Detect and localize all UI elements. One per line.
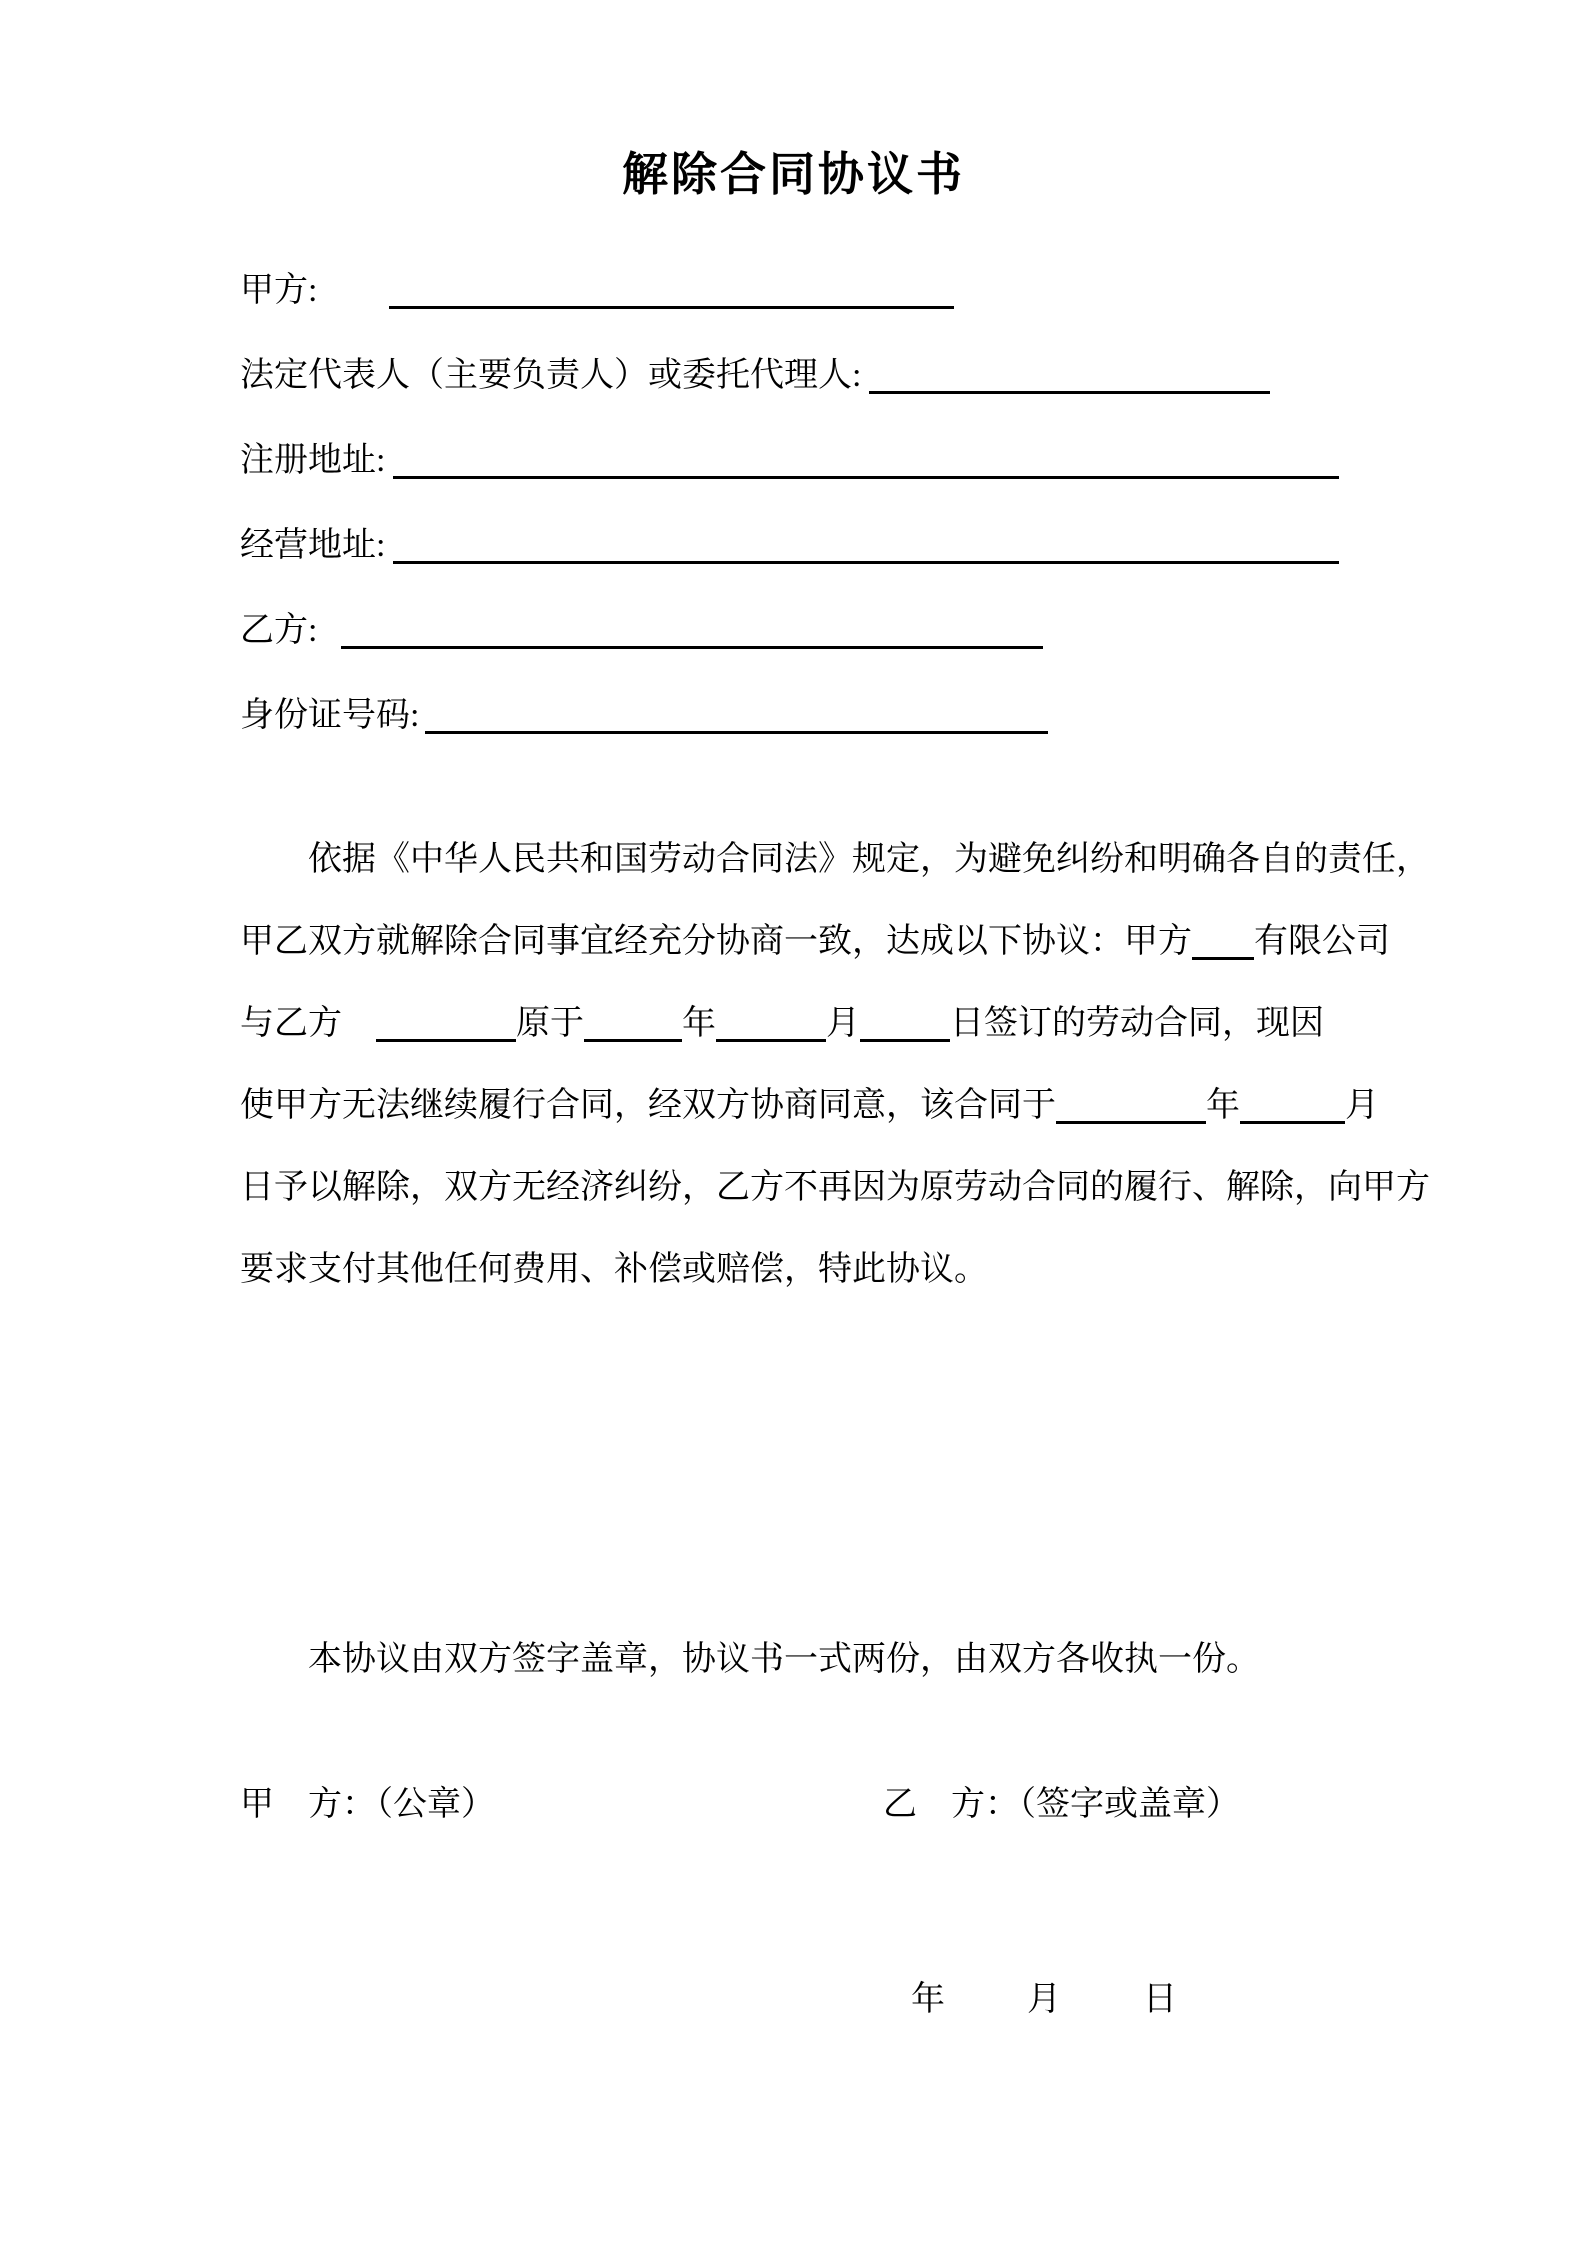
business-address-row	[240, 503, 1347, 588]
paragraph-text: 年	[682, 1005, 716, 1042]
termination-year-blank[interactable]	[1056, 1087, 1206, 1124]
paragraph-text: 原于	[516, 1005, 584, 1042]
paragraph-text: 与乙方	[240, 1005, 376, 1042]
paragraph-line	[240, 901, 1390, 983]
paragraph-line	[240, 819, 1430, 901]
paragraph-text: 甲乙双方就解除合同事宜经充分协商一致，达成以下协议：甲方	[240, 923, 1192, 960]
paragraph-line	[240, 1229, 1347, 1311]
contract-day-blank[interactable]	[860, 1005, 950, 1042]
termination-month-blank[interactable]	[1240, 1087, 1345, 1124]
contract-month-blank[interactable]	[716, 1005, 826, 1042]
date-month-label: 月	[1027, 1981, 1061, 2018]
party-a-label: 甲方:	[240, 272, 318, 309]
id-number-row	[240, 673, 1347, 758]
paragraph-text: 月	[1345, 1087, 1379, 1124]
paragraph-line	[240, 1065, 1379, 1147]
party-b-blank[interactable]	[341, 612, 1043, 649]
legal-representative-blank[interactable]	[869, 357, 1270, 394]
document-title: 解除合同协议书	[622, 149, 965, 200]
date-line	[240, 1959, 1347, 2041]
date-year-label: 年	[911, 1981, 945, 2018]
party-a-row	[240, 248, 1347, 333]
body-paragraph	[240, 819, 1430, 1311]
party-b-name-blank[interactable]	[376, 1005, 516, 1042]
registered-address-blank[interactable]	[393, 442, 1339, 479]
party-b-label: 乙方:	[240, 612, 318, 649]
party-b-signature-label: 乙 方：（签字或盖章）	[883, 1786, 1240, 1823]
paragraph-text: 日予以解除，双方无经济纠纷，乙方不再因为原劳动合同的履行、解除，向甲方	[240, 1169, 1430, 1206]
party-b-row	[240, 588, 1347, 673]
party-a-blank[interactable]	[389, 272, 954, 309]
contract-year-blank[interactable]	[584, 1005, 682, 1042]
registered-address-row	[240, 418, 1347, 503]
paragraph-text: 要求支付其他任何费用、补偿或赔偿，特此协议。	[240, 1251, 988, 1288]
date-day-label: 日	[1143, 1981, 1177, 2018]
paragraph-line	[240, 1147, 1430, 1229]
paragraph-text: 有限公司	[1254, 923, 1390, 960]
fields-section	[240, 248, 1347, 758]
legal-representative-row	[240, 333, 1347, 418]
signature-row	[240, 1764, 1347, 1846]
legal-representative-label: 法定代表人（主要负责人）或委托代理人:	[240, 357, 862, 394]
paragraph-text: 年	[1206, 1087, 1240, 1124]
registered-address-label: 注册地址:	[240, 442, 386, 479]
paragraph-text: 使甲方无法继续履行合同，经双方协商同意，该合同于	[240, 1087, 1056, 1124]
paragraph-text: 月	[826, 1005, 860, 1042]
paragraph-text: 日签订的劳动合同，现因	[950, 1005, 1324, 1042]
party-a-signature-label: 甲 方：（公章）	[240, 1786, 495, 1823]
company-name-blank[interactable]	[1192, 923, 1254, 960]
business-address-label: 经营地址:	[240, 527, 386, 564]
business-address-blank[interactable]	[393, 527, 1339, 564]
id-number-label: 身份证号码:	[240, 697, 420, 734]
id-number-blank[interactable]	[425, 697, 1048, 734]
paragraph-line	[240, 983, 1347, 1065]
closing-line: 本协议由双方签字盖章，协议书一式两份，由双方各收执一份。	[240, 1641, 1260, 1678]
paragraph-text: 依据《中华人民共和国劳动合同法》规定，为避免纠纷和明确各自的责任，	[240, 841, 1430, 878]
